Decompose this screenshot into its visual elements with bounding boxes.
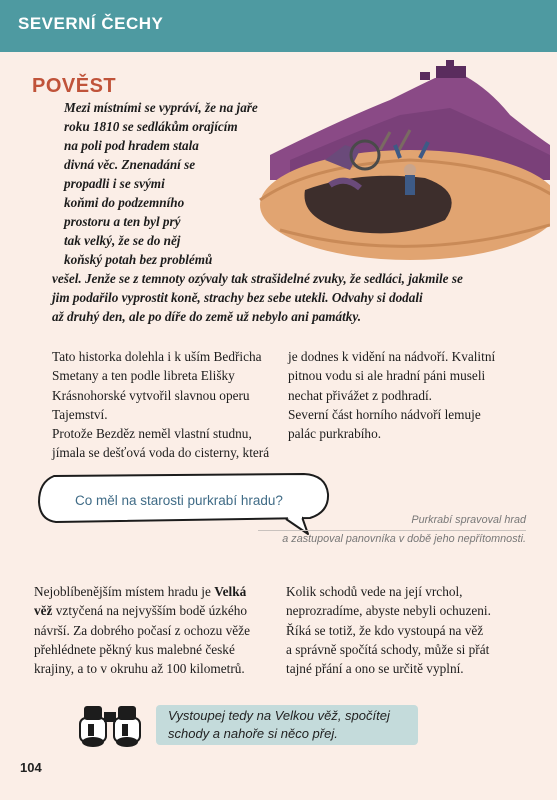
legend-line: jim podařilo vyprostit koně, strachy bez sebe utekli. Odvahy si dodali: [52, 290, 423, 305]
body-column-right: [288, 347, 528, 443]
tip-line: Vystoupej tedy na Velkou věž, spočítej: [168, 708, 390, 723]
text-span: Nejoblíbenějším místem hradu je: [34, 584, 215, 599]
question-text: Co měl na starosti purkrabí hradu?: [75, 493, 283, 508]
castle-hill-illustration: [250, 60, 550, 260]
paragraph-line: a správně spočítá schody, může si přát: [286, 641, 490, 657]
tower-column-left: [34, 582, 279, 678]
answer-line: a zastupoval panovníka v době jeho nepřítomnosti.: [282, 533, 526, 545]
paragraph-line: [34, 582, 279, 601]
legend-line: Mezi místními se vypráví, že na jaře: [64, 100, 258, 115]
legend-line: koňský potah bez problémů: [64, 252, 213, 267]
paragraph-line: pitnou vodu si ale hradní páni museli: [288, 368, 486, 384]
paragraph-line: neprozradíme, abyste nebyli ochuzeni.: [286, 603, 491, 619]
answer-line: Purkrabí spravoval hrad: [411, 514, 526, 526]
section-title: POVĚST: [32, 75, 117, 97]
paragraph-line: Krásnohorské vytvořil slavnou operu: [52, 387, 250, 403]
region-title: SEVERNÍ ČECHY: [18, 14, 164, 33]
paragraph-line: tajné přání a ono se určitě vyplní.: [286, 661, 464, 677]
body-column-left: [52, 347, 282, 463]
legend-line: roku 1810 se sedlákům orajícím: [64, 119, 238, 134]
paragraph-line: je dodnes k vidění na nádvoří. Kvalitní: [288, 349, 496, 364]
paragraph-line: Severní část horního nádvoří lemuje: [288, 406, 481, 422]
bold-term: věž: [34, 603, 53, 619]
divider: [258, 530, 526, 531]
paragraph-line: Smetany a ten podle libreta Elišky: [52, 368, 235, 384]
paragraph-line: palác purkrabího.: [288, 426, 382, 442]
legend-line: propadli i se svými: [64, 176, 165, 191]
paragraph-line: přehlédnete pěkný kus malebné české: [34, 641, 235, 657]
page-number: 104: [20, 760, 42, 775]
paragraph-line: nechat přivážet z podhradí.: [288, 387, 432, 403]
legend-line: vešel. Jenže se z temnoty ozývaly tak strašidelné zvuky, že sedláci, jakmile se: [52, 271, 463, 286]
legend-line: tak velký, že se do něj: [64, 233, 181, 248]
paragraph-line: krajiny, a to v okruhu až 100 kilometrů.: [34, 661, 245, 677]
paragraph-line: Protože Bezděz neměl vlastní studnu,: [52, 426, 252, 442]
tower-column-right: [286, 582, 531, 678]
paragraph-line: Kolik schodů vede na její vrchol,: [286, 584, 463, 599]
paragraph-line: Tato historka dolehla i k uším Bedřicha: [52, 349, 262, 364]
paragraph-line: návrší. Za dobrého počasí z ochozu věže: [34, 622, 250, 638]
legend-line: divná věc. Znenadání se: [64, 157, 196, 172]
page-header: [0, 0, 557, 52]
tip-line: schody a nahoře si něco přej.: [168, 726, 338, 741]
text-span: vztyčená na nejvyšším bodě úzkého: [52, 603, 248, 619]
paragraph-line: jímala se dešťová voda do cisterny, která: [52, 445, 270, 461]
legend-line: až druhý den, ale po díře do země už nebylo ani památky.: [52, 309, 362, 324]
paragraph-line: Říká se totiž, že kdo vystoupá na věž: [286, 622, 484, 638]
legend-line: prostoru a ten byl prý: [64, 214, 181, 229]
legend-line: na poli pod hradem stala: [64, 138, 199, 153]
legend-line: koňmi do podzemního: [64, 195, 185, 210]
binoculars-icon: [74, 698, 148, 750]
paragraph-line: [34, 601, 279, 620]
paragraph-line: Tajemství.: [52, 406, 108, 422]
bold-term: Velká: [214, 584, 247, 599]
